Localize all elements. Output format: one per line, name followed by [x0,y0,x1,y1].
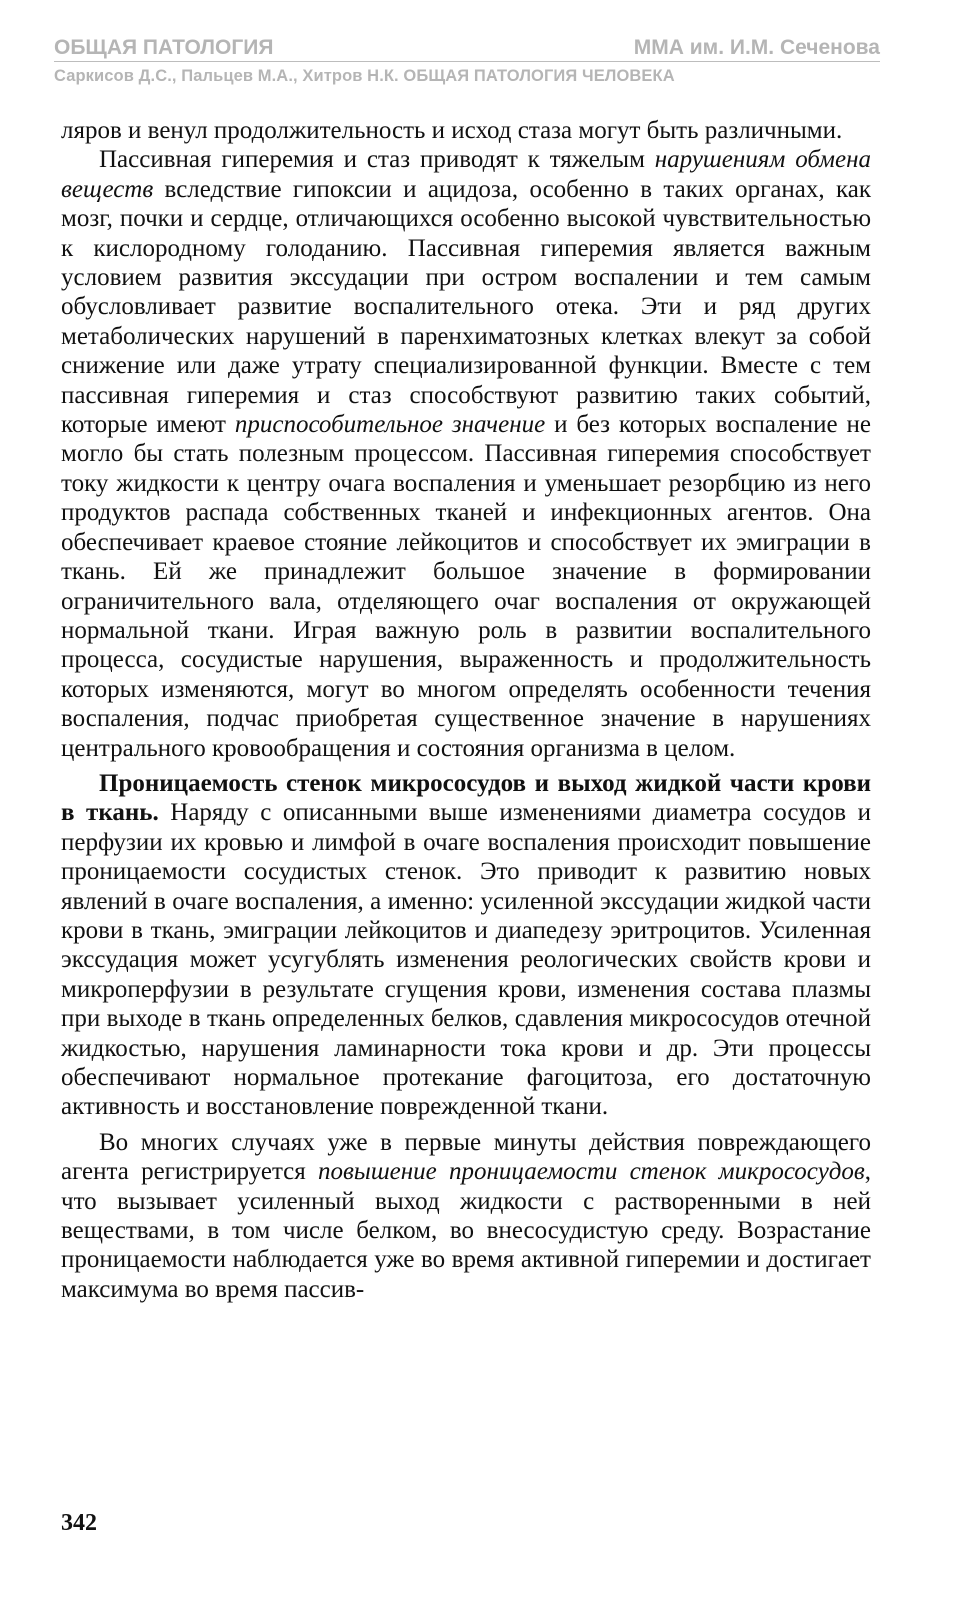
running-header [54,36,880,86]
header-book-title: ОБЩАЯ ПАТОЛОГИЯ [54,36,274,59]
paragraph-1: ляров и венул продолжительность и исход стаза могут быть различными. [61,117,843,144]
paragraph-3-text: Наряду с описанными выше изменениями диаметра сосудов и перфузии их кровью и лимфой в очаге воспаления происходит повышение проницаемости сосудистых стенок. Это приводит к развитию новых явлений в очаге воспаления, а именно: усиленной экссудации жидкой части крови в ткань, эмиграции лейкоцитов и диапедезу эритроцитов. Усиленная экссудация может усугублять изменения реологических свойств крови и микроперфузии в результате сгущения крови, изменения состава плазмы при выходе в ткань определенных белков, сдавления микрососудов отечной жидкостью, нарушения ламинарности тока крови и др. Эти процессы обеспечивают нормальное протекание фагоцитоза, его достаточную активность и восстановление поврежденной ткани. [61,799,872,1121]
paragraph-4-text-a: Во многих случаях уже в первые минуты действия повреждающего агента регистрируется [61,1128,871,1186]
page-number: 342 [61,1510,97,1536]
section-heading: Проницаемость стенок микрососудов и выход жидкой части крови в ткань. [61,769,871,827]
paragraph-2-text-a: Пассивная гиперемия и стаз приводят к тяжелым [99,146,655,174]
header-institution: ММА им. И.М. Сеченова [633,36,880,59]
paragraph-2-text-b: вследствие гипоксии и ацидоза, особенно в таких органах, как мозг, почки и сердце, отличающихся особенно высокой чувствительностью к кислородному голоданию. Пассивная гиперемия является важным условием развития экссудации при остром воспалении и тем самым обусловливает развитие воспалительного отека. Эти и ряд других метаболических нарушений в паренхиматозных клетках влекут за собой снижение или даже утрату специализированной функции. Вместе с тем пассивная гиперемия и стаз способствуют развитию таких событий, которые имеют [61,175,871,439]
paragraph-4-emphasis: повышение проницаемости стенок микрососудов [318,1158,865,1186]
paragraph-2-emphasis-1: нарушениям обмена веществ [61,146,871,203]
paragraph-4 [61,1128,871,1304]
paragraph-4-text-b: , что вызывает усиленный выход жидкости с растворенными в ней веществами, в том числе белком, во внесосудистую среду. Возрастание проницаемости наблюдается уже во время активной гиперемии и достигает максимума во время пассив- [61,1158,871,1303]
header-title-row [54,36,880,62]
paragraph-2-text-c: и без которых воспаление не могло бы стать полезным процессом. Пассивная гиперемия способствует току жидкости к центру очага воспаления и уменьшает резорбцию из него продуктов распада собственных тканей и инфекционных агентов. Она обеспечивает краевое стояние лейкоцитов и способствует их эмиграции в ткань. Ей же принадлежит большое значение в формировании ограничительного вала, отделяющего очаг воспаления от окружающей нормальной ткани. Играя важную роль в развитии воспалительного процесса, сосудистые нарушения, выраженность и продолжительность которых изменяются, могут во многом определять особенности течения воспаления, подчас приобретая существенное значение в нарушениях центрального кровообращения и состояния организма в целом. [61,411,872,762]
paragraph-2-emphasis-2: приспособительное значение [234,411,546,439]
paragraph-2 [61,145,871,763]
header-authors: Саркисов Д.С., Пальцев М.А., Хитров Н.К. ОБЩАЯ ПАТОЛОГИЯ ЧЕЛОВЕКА [54,67,675,85]
page-body [61,116,871,1304]
paragraph-3 [61,769,871,1122]
